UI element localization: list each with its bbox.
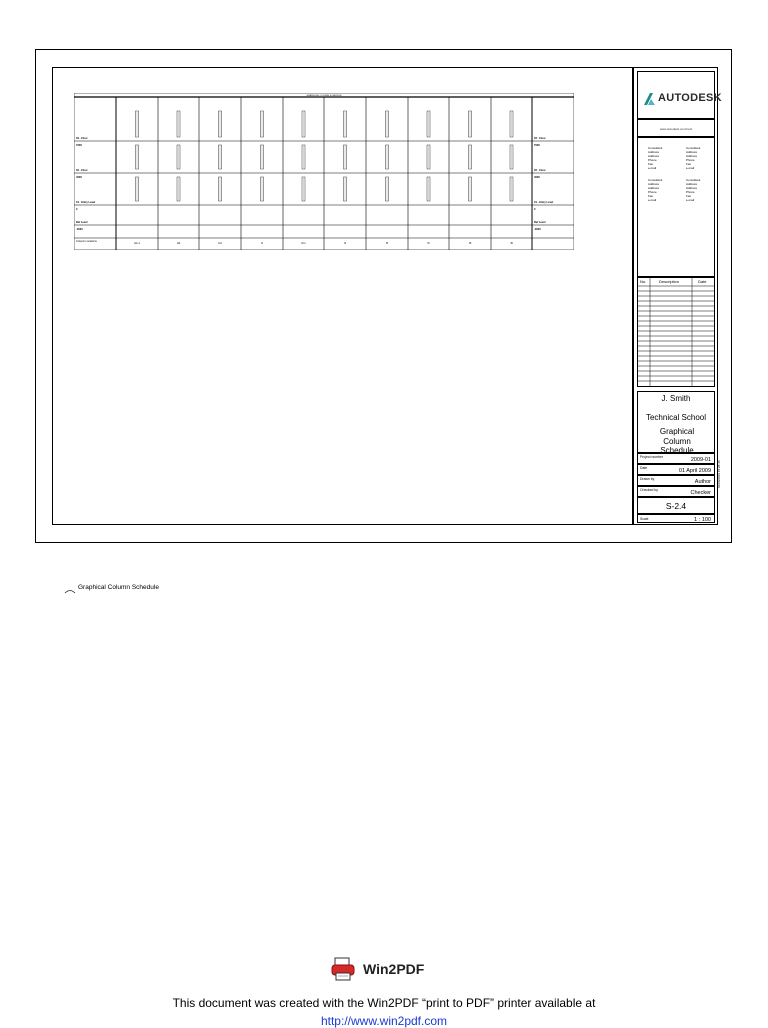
win2pdf-wordmark: Win2PDF bbox=[363, 961, 425, 977]
column-location-label: I5 bbox=[385, 242, 389, 245]
project-name: Technical School bbox=[645, 413, 707, 422]
view-marker-icon bbox=[64, 587, 76, 595]
scale-row bbox=[637, 514, 715, 523]
column-location-label: I6 bbox=[427, 242, 430, 245]
drawn-by-row bbox=[637, 475, 715, 486]
level-value-left: 4000 bbox=[76, 176, 82, 179]
level-label-left: 02 - Floor bbox=[76, 169, 88, 172]
scale-label: Scale bbox=[640, 517, 649, 521]
consultant-block-4: Consultant Address Address Phone Fax e-mail bbox=[686, 178, 701, 202]
print-timestamp: 01/06/2019 15:28:36 bbox=[717, 460, 721, 488]
brand-name: AUTODESK bbox=[658, 92, 722, 104]
sheet-number-box bbox=[637, 497, 715, 514]
checked-by-value: Checker bbox=[690, 490, 711, 496]
sheet-name: Graphical Column Schedule bbox=[659, 427, 695, 455]
checked-by-label: Checked by bbox=[640, 488, 658, 492]
level-value-left: -3000 bbox=[76, 228, 83, 231]
sheet-number: S-2.4 bbox=[665, 501, 687, 511]
consultant-block-3: Consultant Address Address Phone Fax e-mail bbox=[648, 178, 663, 202]
project-number-value: 2009-01 bbox=[690, 457, 711, 463]
date-value: 01 April 2009 bbox=[678, 468, 711, 474]
column-locations-label: Column Locations bbox=[76, 240, 97, 243]
revision-grid bbox=[638, 278, 714, 386]
consultants-box bbox=[637, 137, 715, 277]
checked-by-row bbox=[637, 486, 715, 497]
level-label-right: 03 - Floor bbox=[534, 137, 546, 140]
win2pdf-link[interactable]: http://www.win2pdf.com bbox=[320, 1014, 448, 1028]
level-value-right: 7000 bbox=[534, 144, 540, 147]
website-box bbox=[637, 119, 715, 137]
level-label-right: Ref Level bbox=[534, 221, 546, 224]
autodesk-logo-icon bbox=[644, 93, 655, 105]
drawn-by-value: Author bbox=[694, 479, 711, 485]
website-text[interactable]: www.autodesk.com/revit bbox=[659, 127, 693, 131]
level-label-right: 01 - Entry Level bbox=[534, 201, 554, 204]
scale-value: 1 : 100 bbox=[694, 516, 711, 523]
project-number-row bbox=[637, 453, 715, 464]
owner-name: J. Smith bbox=[661, 394, 691, 403]
schedule-title: GRAPHICAL COLUMN SCHEDULE bbox=[306, 95, 342, 97]
column-location-label: H4-1 bbox=[134, 242, 140, 245]
win2pdf-logo bbox=[330, 955, 440, 985]
level-label-left: 03 - Floor bbox=[76, 137, 88, 140]
level-value-left: 0 bbox=[76, 208, 78, 211]
column-location-label: I1 bbox=[260, 242, 264, 245]
drawn-by-label: Drawn by bbox=[640, 477, 655, 481]
logo-box bbox=[637, 71, 722, 119]
project-info-box bbox=[637, 391, 715, 453]
level-label-left: Ref Level bbox=[76, 221, 88, 224]
column-location-label: J6 bbox=[510, 242, 513, 245]
revision-description-header: Description bbox=[659, 279, 680, 284]
view-caption: Graphical Column Schedule bbox=[78, 584, 159, 591]
column-location-label: J5 bbox=[468, 242, 472, 245]
column-location-label: I3-1 bbox=[301, 242, 306, 245]
consultant-block-1: Consultant Address Address Phone Fax e-mail bbox=[648, 146, 663, 170]
column-location-label: H3 bbox=[218, 242, 222, 245]
level-value-right: 0 bbox=[534, 208, 536, 211]
date-row bbox=[637, 464, 715, 475]
level-value-left: 7000 bbox=[76, 144, 82, 147]
column-location-label: H4 bbox=[176, 242, 181, 245]
column-location-label: I4 bbox=[343, 242, 347, 245]
revision-date-header: Date bbox=[698, 279, 707, 284]
level-label-left: 01 - Entry Level bbox=[76, 201, 96, 204]
revision-no-header: No. bbox=[640, 279, 647, 284]
revisions-table bbox=[637, 277, 715, 387]
printer-icon bbox=[330, 955, 358, 983]
date-label: Date bbox=[640, 466, 648, 470]
level-label-right: 02 - Floor bbox=[534, 169, 546, 172]
win2pdf-notice: This document was created with the Win2PDF “print to PDF” printer available at bbox=[172, 996, 596, 1010]
column-schedule bbox=[74, 93, 574, 250]
level-value-right: -3000 bbox=[534, 228, 541, 231]
level-value-right: 4000 bbox=[534, 176, 540, 179]
project-number-label: Project number bbox=[640, 455, 663, 459]
consultant-block-2: Consultant Address Address Phone Fax e-mail bbox=[686, 146, 701, 170]
